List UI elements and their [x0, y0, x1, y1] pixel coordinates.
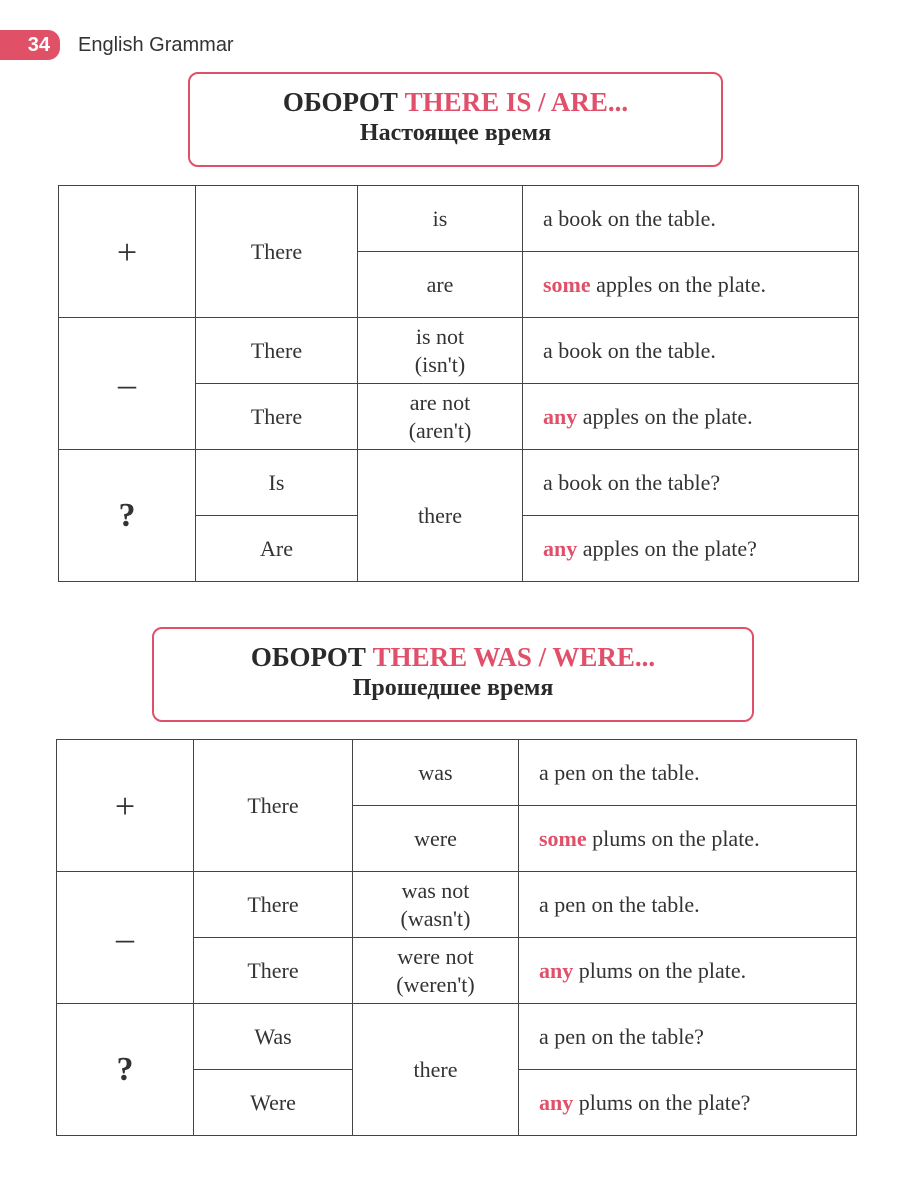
- grammar-table-present: [58, 185, 859, 582]
- title-subtitle: Настоящее время: [359, 120, 552, 146]
- object-text: plums on the plate?: [578, 1089, 751, 1115]
- table-row: [57, 1004, 857, 1070]
- question-sign: ?: [57, 1004, 194, 1136]
- object-text: apples on the plate?: [582, 535, 757, 561]
- table-row: [59, 186, 859, 252]
- verb-cell: were: [353, 806, 519, 872]
- verb-cell: are: [358, 252, 523, 318]
- verb-contraction: (wasn't): [400, 905, 471, 931]
- subject-cell: There: [194, 872, 353, 938]
- object-cell: [519, 806, 857, 872]
- subject-cell: There: [196, 384, 358, 450]
- object-cell: [523, 186, 859, 252]
- verb-cell: [358, 318, 523, 384]
- object-text: a pen on the table.: [539, 891, 700, 917]
- title-prefix: ОБОРОТ: [282, 87, 398, 117]
- verb-cell: is: [358, 186, 523, 252]
- object-cell: [519, 938, 857, 1004]
- question-sign: ?: [59, 450, 196, 582]
- highlight-word: some: [543, 271, 591, 297]
- object-text: a pen on the table.: [539, 759, 700, 785]
- highlight-word: any: [543, 403, 578, 429]
- verb-cell: Are: [196, 516, 358, 582]
- section-title-present: [188, 72, 723, 167]
- object-text: a book on the table.: [543, 337, 716, 363]
- title-prefix: ОБОРОТ: [250, 642, 366, 672]
- object-text: plums on the plate.: [578, 957, 747, 983]
- table-row: [57, 740, 857, 806]
- object-cell: [523, 252, 859, 318]
- object-cell: [519, 872, 857, 938]
- verb-line: was not: [401, 877, 470, 903]
- table-row: [57, 872, 857, 938]
- minus-sign: –: [59, 318, 196, 450]
- verb-line: are not: [409, 389, 471, 415]
- object-cell: [519, 1004, 857, 1070]
- verb-contraction: (weren't): [396, 971, 475, 997]
- object-text: a book on the table?: [543, 469, 721, 495]
- highlight-word: any: [539, 1089, 574, 1115]
- object-cell: [523, 318, 859, 384]
- subject-cell: There: [194, 938, 353, 1004]
- section-title-past: [152, 627, 754, 722]
- object-text: a book on the table.: [543, 205, 716, 231]
- title-accent: THERE IS / ARE...: [404, 87, 629, 117]
- object-cell: [523, 516, 859, 582]
- verb-cell: [353, 938, 519, 1004]
- verb-line: is not: [415, 323, 465, 349]
- verb-cell: Was: [194, 1004, 353, 1070]
- book-title: English Grammar: [78, 33, 234, 56]
- plus-sign: +: [57, 740, 194, 872]
- verb-contraction: (aren't): [408, 417, 472, 443]
- title-subtitle: Прошедшее время: [352, 675, 554, 701]
- there-cell: there: [358, 450, 523, 582]
- object-cell: [519, 1070, 857, 1136]
- object-cell: [519, 740, 857, 806]
- page-number-badge: 34: [0, 30, 60, 60]
- page-header: [0, 30, 234, 60]
- plus-sign: +: [59, 186, 196, 318]
- subject-cell: There: [194, 740, 353, 872]
- table-row: [59, 450, 859, 516]
- verb-contraction: (isn't): [414, 351, 466, 377]
- verb-cell: Were: [194, 1070, 353, 1136]
- object-text: apples on the plate.: [582, 403, 753, 429]
- verb-line: were not: [397, 943, 474, 969]
- title-accent: THERE WAS / WERE...: [372, 642, 656, 672]
- object-cell: [523, 450, 859, 516]
- verb-cell: [353, 872, 519, 938]
- grammar-table-past: [56, 739, 857, 1136]
- highlight-word: some: [539, 825, 587, 851]
- there-cell: there: [353, 1004, 519, 1136]
- verb-cell: was: [353, 740, 519, 806]
- minus-sign: –: [57, 872, 194, 1004]
- verb-cell: [358, 384, 523, 450]
- subject-cell: There: [196, 186, 358, 318]
- table-row: [59, 318, 859, 384]
- object-text: plums on the plate.: [592, 825, 760, 851]
- object-text: a pen on the table?: [539, 1023, 704, 1049]
- subject-cell: There: [196, 318, 358, 384]
- verb-cell: Is: [196, 450, 358, 516]
- object-text: apples on the plate.: [596, 271, 766, 297]
- object-cell: [523, 384, 859, 450]
- highlight-word: any: [539, 957, 574, 983]
- highlight-word: any: [543, 535, 578, 561]
